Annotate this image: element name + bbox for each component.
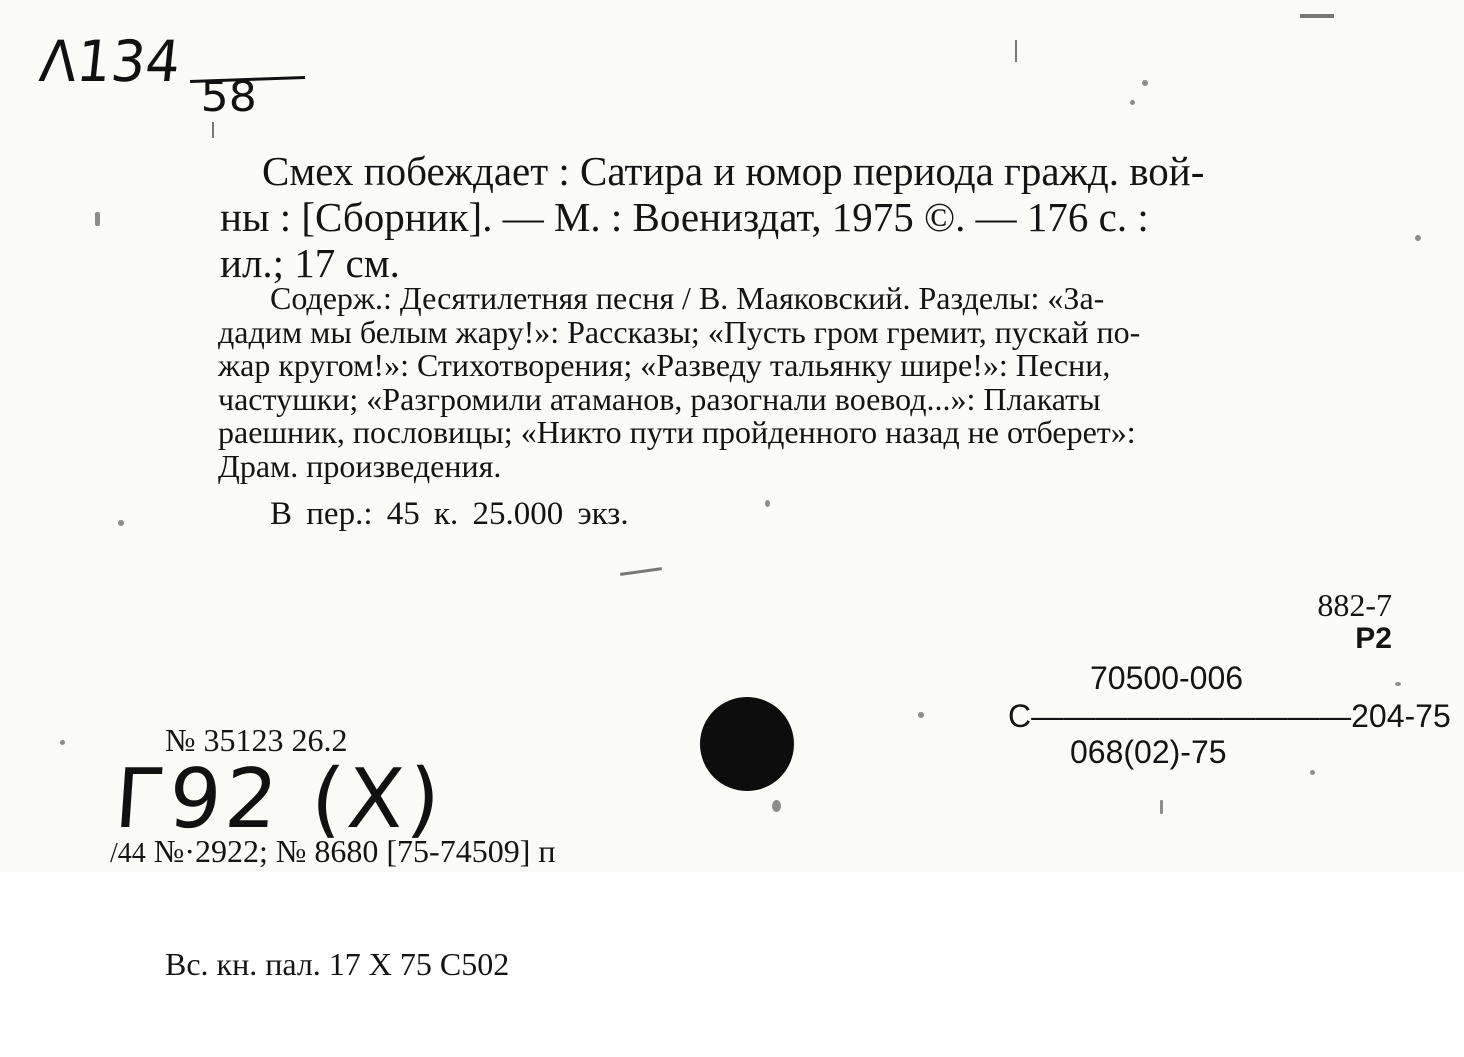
contents-note (218, 282, 1386, 483)
scan-speck (765, 500, 770, 507)
scan-speck (1160, 800, 1163, 814)
scan-streak (620, 567, 662, 576)
punch-hole (700, 697, 794, 791)
scan-speck (918, 712, 924, 718)
title-line: ил.; 17 см. (220, 240, 400, 286)
title-line: ны : [Сборник]. — М. : Воениздат, 1975 ©. — 176 с. : (220, 194, 1149, 240)
shelf-mark-main: Λ134 (36, 28, 184, 95)
order-line: Вс. кн. пал. 17 Х 75 С502 (165, 946, 510, 982)
contents-line: раешник, пословицы; «Никто пути пройденного назад не отберет»: (218, 414, 1136, 450)
order-marker: /44 (110, 838, 146, 869)
scan-streak (1300, 14, 1334, 18)
shelf-mark-sub: 58 (200, 72, 257, 121)
contents-line: Драм. произведения. (218, 447, 502, 484)
classification-row: С——————————204-75 (1008, 698, 1451, 734)
order-line: №·2922; № 8680 [75-74509] п (153, 833, 556, 869)
classification-suffix: 204-75 (1351, 698, 1451, 734)
title-block (220, 148, 1385, 286)
scan-speck (1130, 100, 1135, 105)
contents-line: частушки; «Разгромили атаманов, разогнали воевод...»: Плакаты (218, 380, 1101, 417)
classification-numerator: 70500-006 (1090, 660, 1244, 696)
scan-speck (60, 740, 65, 745)
udk-code (1317, 588, 1392, 656)
scan-speck (95, 212, 100, 226)
scan-speck (772, 800, 781, 812)
udk-code-number: 882-7 (1317, 587, 1392, 623)
classification-prefix: С (1008, 698, 1032, 734)
scan-speck (1415, 235, 1421, 241)
title-line: Смех побеждает : Сатира и юмор периода гражд. вой- (262, 148, 1205, 194)
contents-line: жар кругом!»: Стихотворения; «Разведу тальянку шире!»: Песни, (218, 347, 1111, 383)
scan-streak (212, 122, 214, 138)
classification-denominator: 068(02)-75 (1070, 734, 1227, 770)
scan-speck (118, 520, 124, 526)
contents-line: дадим мы белым жару!»: Рассказы; «Пусть гром гремит, пускай по- (218, 313, 1141, 350)
scan-speck (1310, 770, 1315, 775)
scan-streak (1015, 40, 1017, 62)
order-line: № 35123 26.2 (165, 722, 348, 758)
price-line: В пер.: 45 к. 25.000 экз. (270, 496, 629, 532)
scan-speck (1142, 80, 1148, 86)
shelf-mark (36, 28, 310, 140)
scan-speck (1395, 682, 1401, 686)
order-info (110, 648, 555, 1057)
handwritten-mark: Г92 (Х) (111, 752, 447, 847)
contents-line: Содерж.: Десятилетняя песня / В. Маяковский. Разделы: «За- (270, 280, 1105, 316)
udk-code-sub: Р2 (1355, 622, 1392, 655)
